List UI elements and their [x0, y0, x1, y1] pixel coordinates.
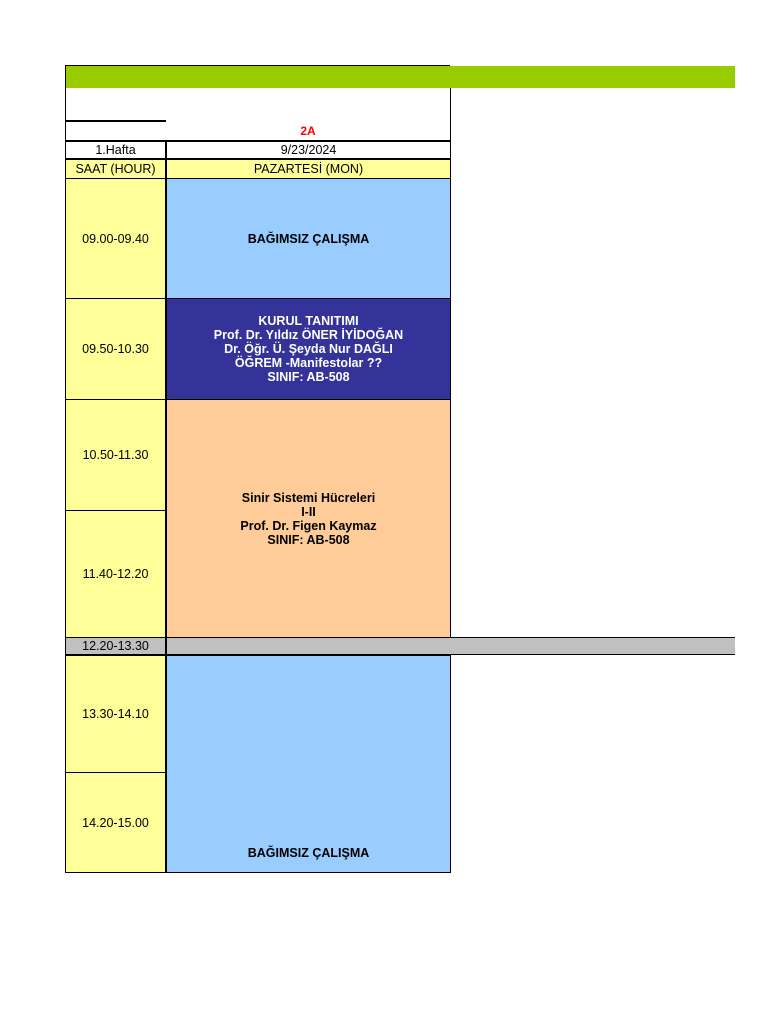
- event-line: Prof. Dr. Yıldız ÖNER İYİDOĞAN: [213, 328, 404, 342]
- event-nervous-system-cells: [166, 399, 451, 638]
- event-line: I-II: [301, 504, 316, 519]
- lunch-time-slot: 12.20-13.30: [65, 637, 166, 655]
- frame-line-right: [450, 88, 451, 140]
- frame-line-left: [65, 88, 66, 140]
- event-line: Sinir Sistemi Hücreleri: [241, 490, 376, 505]
- frame-line-top: [65, 120, 166, 122]
- event-independent-study-morning: BAĞIMSIZ ÇALIŞMA: [166, 178, 451, 299]
- event-line: SINIF: AB-508: [267, 370, 350, 384]
- event-line: ÖĞREM -Manifestolar ??: [234, 356, 383, 370]
- time-slot: 14.20-15.00: [65, 772, 166, 873]
- header-band: [65, 65, 735, 88]
- date-cell: 9/23/2024: [166, 140, 451, 159]
- time-slot: 10.50-11.30: [65, 399, 166, 511]
- day-column-header: PAZARTESİ (MON): [166, 158, 451, 179]
- event-line: Dr. Öğr. Ü. Şeyda Nur DAĞLI: [224, 342, 393, 356]
- time-slot: 09.50-10.30: [65, 298, 166, 400]
- event-line: SINIF: AB-508: [267, 532, 350, 547]
- time-column-header: SAAT (HOUR): [65, 158, 166, 179]
- class-label: 2A: [300, 123, 316, 138]
- event-line: KURUL TANITIMI: [258, 314, 359, 328]
- event-independent-study-afternoon: BAĞIMSIZ ÇALIŞMA: [166, 655, 451, 873]
- week-cell: 1.Hafta: [65, 140, 166, 159]
- event-line: Prof. Dr. Figen Kaymaz: [240, 518, 377, 533]
- time-slot: 11.40-12.20: [65, 510, 166, 638]
- event-course-introduction: [166, 298, 451, 400]
- time-slot: 09.00-09.40: [65, 178, 166, 299]
- lunch-bar: [166, 637, 735, 655]
- time-slot: 13.30-14.10: [65, 655, 166, 773]
